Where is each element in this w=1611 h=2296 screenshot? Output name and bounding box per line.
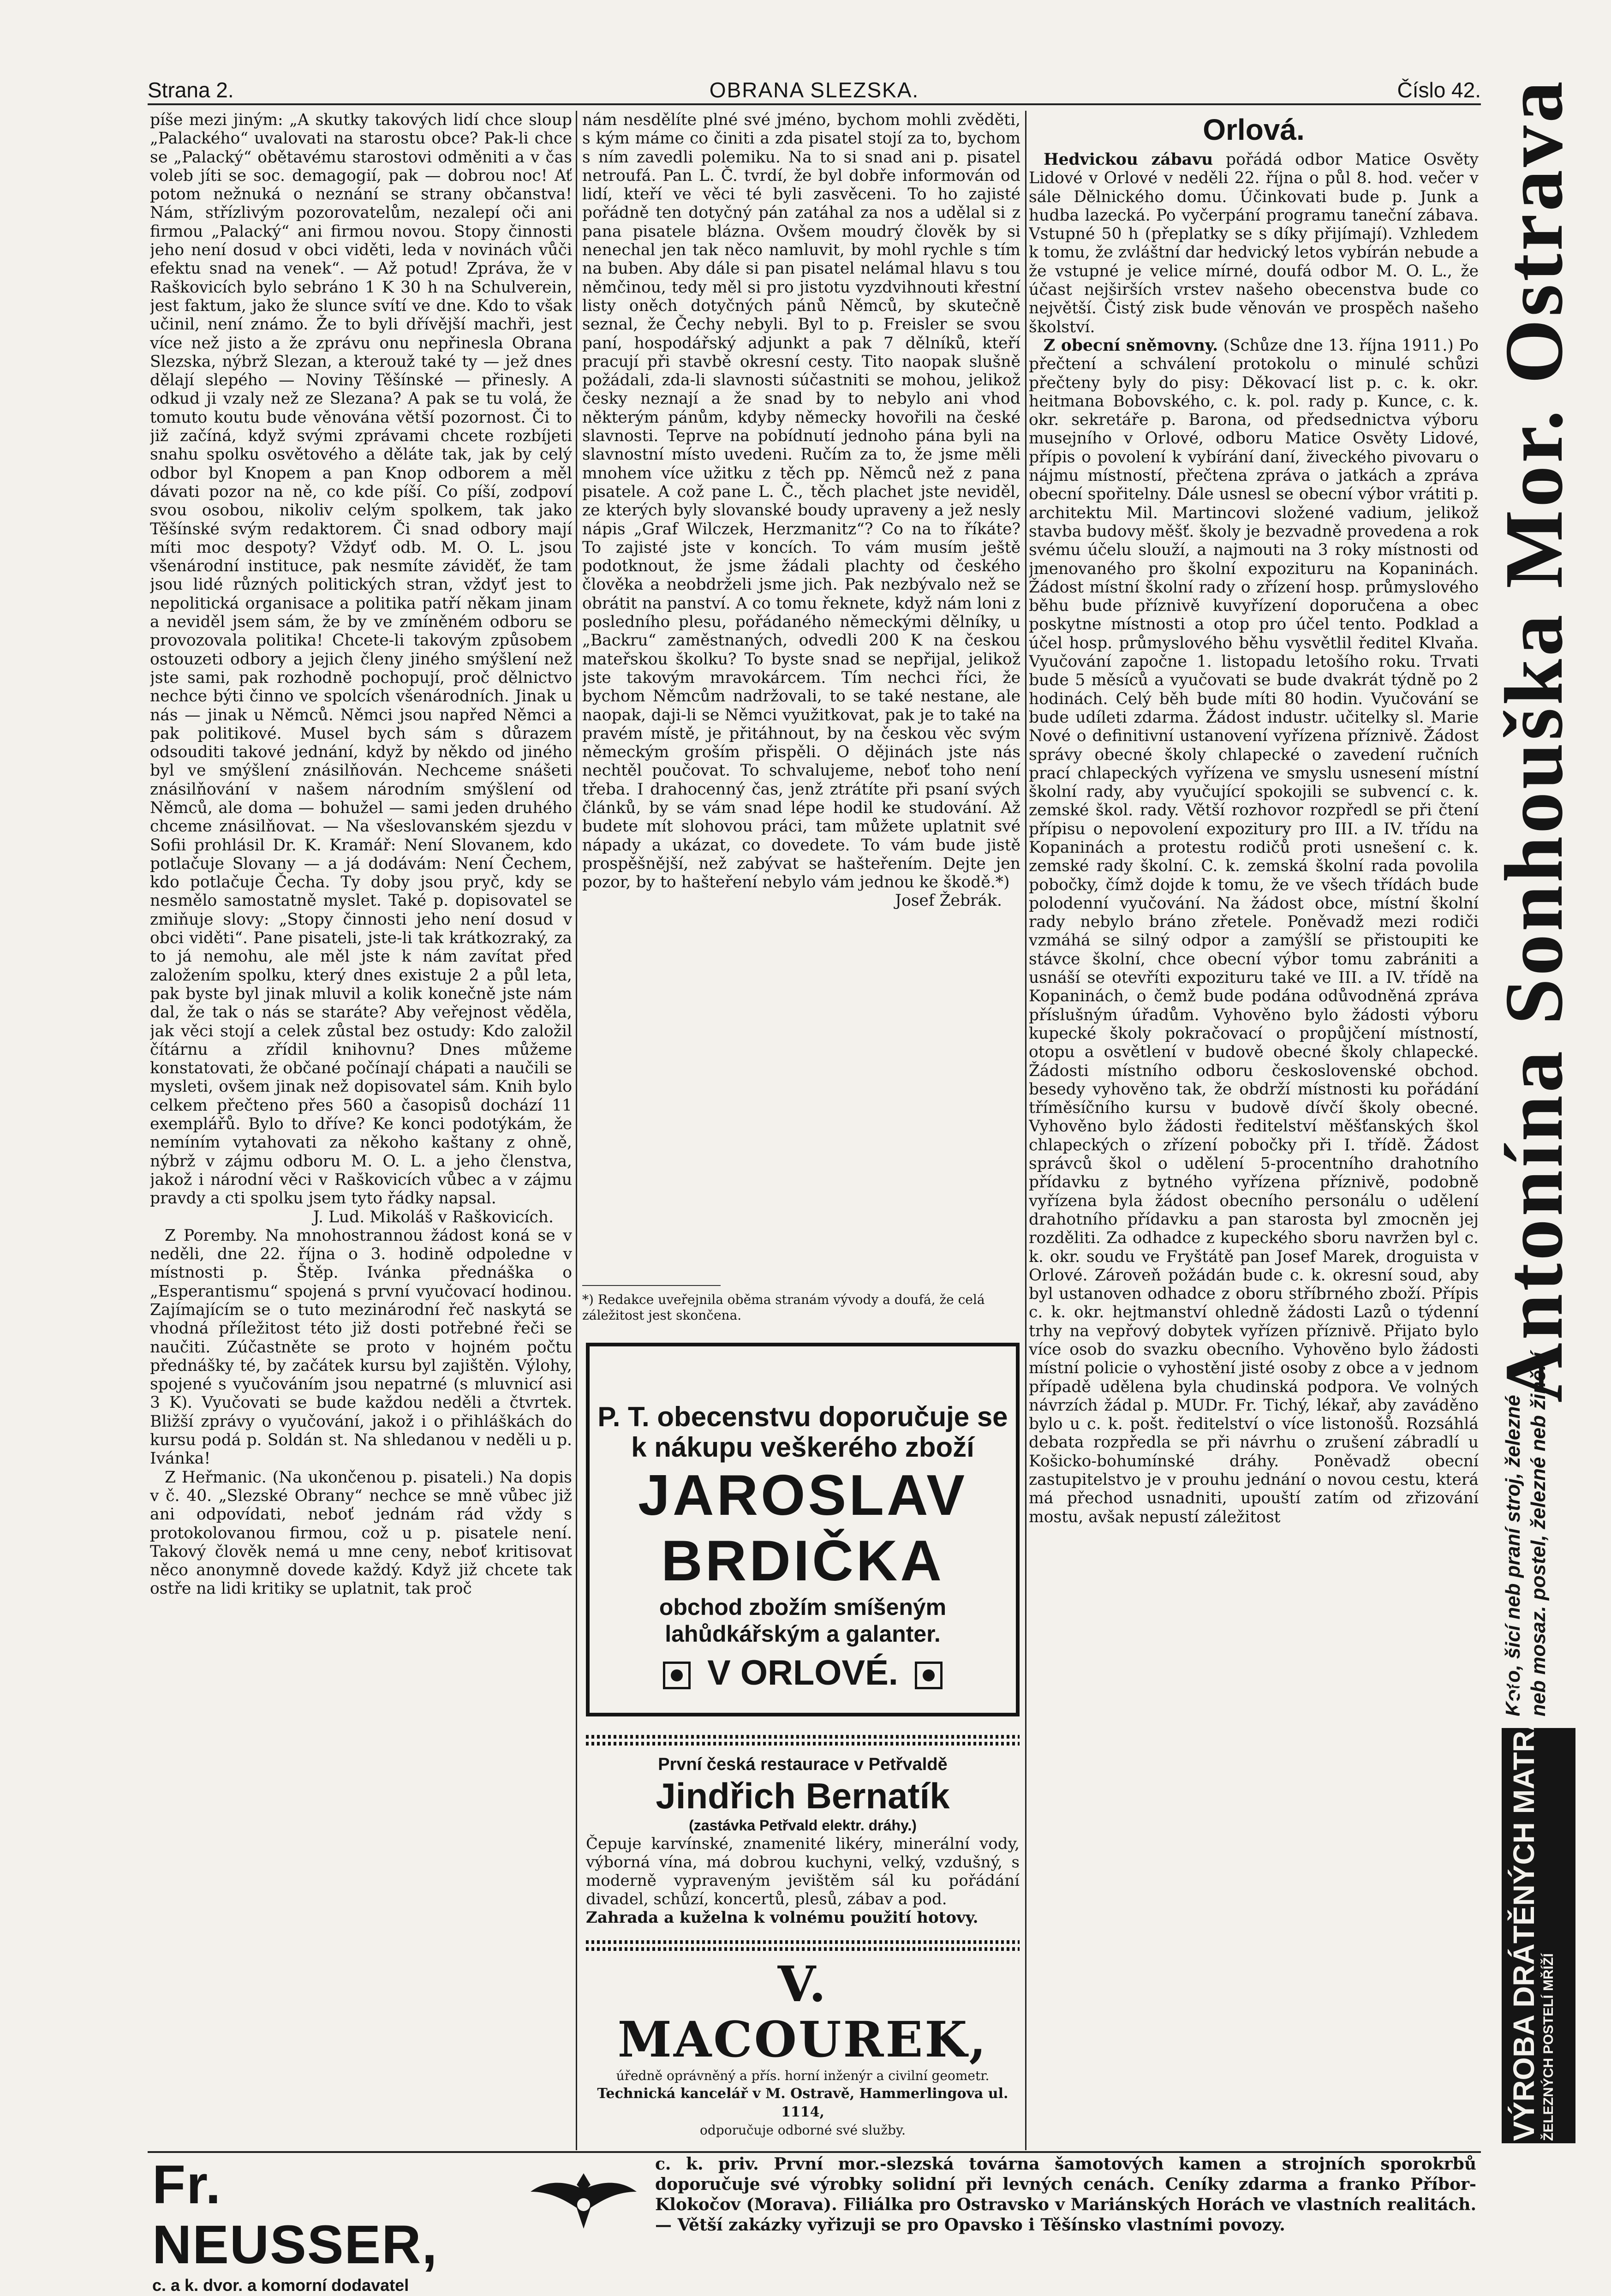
ad-macourek-office: Technická kancelář v M. Ostravě, Hammerlingova ul. 1114, — [597, 2086, 1008, 2120]
ad-bernatik-sub: (zastávka Petřvald elektr. dráhy.) — [689, 1817, 917, 1834]
footnote-rule — [582, 1285, 721, 1286]
side-ad-small-1: Koto, šicí neb praní stroj, železné — [1502, 1395, 1524, 1716]
ad-neusser-text: c. k. priv. První mor.-slezská továrna šamotových kamen a strojních sporokrbů doporučuje své výrobky solidní při levných cenách. Ceníky zdarma a franko Příbor-Klokočov (Morava). Filiálka pro Ostravsko v Mariánských Horách ve vlastních realitách. — Větší zakázky vyřizuji se pro Opavsko i Těšínsko vlastními povozy. — [655, 2154, 1476, 2235]
column-rule-1 — [576, 111, 577, 2150]
eagle-emblem-icon — [526, 2164, 641, 2238]
ad-separator — [586, 1742, 1020, 1746]
article-poremba: Z Poremby. Na mnohostrannou žádost koná se v neděli, dne 22. října o 3. hodině odpoledne v místnosti p. Štěp. Ivánka přednáška o „Esperantismu“ spojená s první vyučovací hodinou. Zajímajícím se o tuto mezinárodní řeč naskytá se vhodná příležitost této již dosti potřebné řeči se naučiti. Zúčastněte se proto v hojném počtu přednášky té, by začátek kursu byl zajištěn. Výlohy, spojené s vyučováním jsou nepatrné (s mluvnicí asi 3 K). Vyučovati se bude každou neděli a čtvrtek. Bližší zprávy o vyučování, jakož i o přihláškách do kursu podá p. Soldán st. Na shledanou v neděli u p. Ivánka! — [150, 1226, 572, 1468]
footer-rule — [148, 2151, 1481, 2153]
ad-neusser-name: Fr. NEUSSER, — [152, 2154, 438, 2275]
issue-number: Číslo 42. — [1397, 78, 1481, 102]
ad-macourek-name: V. MACOUREK, — [617, 1955, 988, 2068]
side-ad-box-main: VÝROBA DRÁTĚNÝCH MATRACÍ — [1507, 1680, 1540, 2141]
ad-separator — [586, 1940, 1020, 1944]
column-1 — [150, 111, 572, 2127]
ad-brdicka-place-row — [590, 1651, 1016, 1695]
side-ad-name: Antonína Sonhouška Mor. Ostrava — [1488, 78, 1580, 1403]
ad-brdicka-place: V ORLOVÉ. — [707, 1653, 898, 1692]
header-rule — [148, 103, 1481, 105]
ad-brdicka-desc: obchod zbožím smíšeným lahůdkářským a galanter. — [659, 1594, 947, 1647]
ad-neusser — [152, 2154, 521, 2295]
newspaper-title: OBRANA SLEZSKA. — [709, 78, 919, 102]
ad-bernatik — [586, 1753, 1020, 1927]
article-snemovna: Z obecní sněmovny. (Schůze dne 13. října 1911.) Po přečtení a schválení protokolu o minulé schůzi přečteny byly do pisy: Děkovací list p. c. k. okr. heitmana Bobovského, c. k. pol. rady p. Kunce, c. k. okr. sekretáře p. Barona, od předsednictva výboru musejního v Orlové, odboru Matice Osvěty Lidové, přípis o povolení k vybírání daní, živeckého pivovaru o nájmu místností, přečtena zpráva o jatkách a zpráva obecní spořitelny. Dále usnesl se obecní výbor vrátiti p. architektu Mil. Martincovi složené vadium, jelikož stavba budovy měšť. školy je bezvadně provedena a rok svému účelu slouží, a najmouti na 3 roky místnosti od jmenovaného pro školní expozituru na Kopaninách. Žádost místní školní rady o zřízení hosp. průmyslového běhu bude příznivě kuvyřízení doporučena a obec poskytne místnosti a otop pro účel tento. Podklad a účel hosp. průmyslového běhu vysvětlil ředitel Klvaňa. Vyučování započne 1. listopadu letošího roku. Trvati bude 5 měsíců a vyučovati se bude dvakrát týdně po 2 hodinách. Celý běh bude míti 80 hodin. Vyučování se bude udíleti zdarma. Žádost industr. učitelky sl. Marie Nové o definitivní ustanovení vyřízena příznivě. Žádost správy obecné školy chlapecké o zavedení ručních prací chlapeckých vyřízena ve smyslu usnesení místní školní rady, aby vyučující spokojili se subvencí c. k. zemské škol. rady. Větší rozhovor rozpředl se při čtení přípisu o nepovolení expozitury pro III. a IV. třídu na Kopaninách a protestu rodičů proti usnešení c. k. zemské rady školní. C. k. zemská školní rada povolila pobočky, čímž dojde k tomu, že ve všech třídách bude polodenní vyučování. Na žádost obce, místní školní rady nebylo bráno zřetele. Poněvadž mezi rodiči vzmáhá se silný odpor a zamýšlí se přistoupiti ke stávce školní, chce obecní výbor tomu zabrániti a usnáší se otevříti expozituru také ve III. a IV. třídě na Kopaninách, o čemž bude podána odůvodněná zpráva příslušným úřadům. Vyhověno bylo žádosti výboru kupecké školy pokračovací o propůjčení místností, otopu a osvětlení v budově obecné školy chlapecké. Žádosti místního odboru československé obchod. besedy vyhověno tak, že obdrží místnosti ku pořádání tříměsíčního kursu v budově dívčí školy obecné. Vyhověno bylo žádosti ředitelství měšťanských škol chlapeckých o zřízení pobočky při I. třídě. Žádost správců škol o udělení 5-procentního drahotního přídavku z bytného vyřízena příznivě, podobně vyřízena byla žádost obecního personálu o udělení drahotního přídavku a pan starosta byl zmocněn jej rozděliti. Za odhadce z kupeckého sboru navržen byl c. k. okr. soudu ve Fryštátě pan Josef Marek, droguista v Orlové. Zároveň požádán bude c. k. okresní soud, aby byl ustanoven odhadce z oboru stříbrného zboží. Přípis c. k. okr. hejtmanství ohledně žádosti Lazů o týdenní trhy na vepřový dobytek vyřízen příznivě. Přijato bylo více osob do svazku obecního. Vyhověno bylo žádosti místní policie o vyhostění jisté osoby z obce a v jednom případě udělena byla chudinská podpora. Ve volných návrzích žádal p. MUDr. Fr. Tichý, lékař, aby zaváděno bylo u c. k. pošt. ředitelství o více listonošů. Rozsáhlá debata rozpředla se při návrhu o zrušení zábradlí u Košicko-bohumínské dráhy. Poněvadž obecní zastupitelstvo je v prouhu jednání o novou cestu, která má přechod usnadniti, upouští zatím od zřizování mostu, avšak nepustí záležitost — [1029, 336, 1479, 1526]
ornament-icon — [663, 1662, 691, 1689]
article-hermanice-cont: nám nesdělíte plné své jméno, bychom mohli zvěděti, s kým máme co činiti a zda pisatel stojí za to, bychom s ním zavedli polemiku. Na to si snad ani p. pisatel netroufá. Pan L. Č. tvrdí, že byl dobře informován od lidí, kteří ve věci té byli zasvěceni. To ho zajisté pořádně ten dotyčný pán zatáhal za nos a udělal si z pana pisatele blázna. Ovšem moudrý člověk by si nenechal jen tak něco namluvit, by mohl rychle s tím na buben. Aby dále si pan pisatel nelámal hlavu s tou němčinou, tedy měl si pro jistotu vyzdvihnouti křestní listy oněch dotyčných pánů Němců, by skutečně seznal, že Čechy nebyli. Byl to p. Freisler se svou paní, hospodářský adjunkt a pak 7 dělníků, kteří pracují při stavbě okresní cesty. Tito naopak slušně požádali, zda-li slavnosti súčastniti se mohou, jelikož česky neznají a že snad by to nebylo ani vhod některým pánům, kdyby německy hovořili na české slavnosti. Teprve na pobídnutí jednoho pána byli na slavnostní místo uvedeni. Ručím za to, že jsme měli mnohem více užitku z těch pp. Němců než z pana pisatele. A což pane L. Č., těch plachet jste neviděl, ze kterých byly slovanské boudy upraveny a jež nesly nápis „Graf Wilczek, Herzmanitz“? Co na to říkáte? To zajisté jste v koncích. To vám musím ještě podotknout, že jsme žádali plachty od českého člověka a neobdrželi jsme jich. Pak nezbývalo než se obrátit na panství. A co tomu řeknete, když nám loni z posledního plesu, pořádaného německými dělníky, u „Backru“ zaměstnaných, odvedli 200 K na českou mateřskou školku? To byste snad se nepřijal, jelikož jste takovým mravokárcem. Tím nechci říci, že bychom Němcům nadržovali, to se také nestane, ale naopak, daji-li se Němci využitkovat, pak je to také na pravém místě, je přitáhnout, by na českou věc svým německým groším přispěli. O dějinách jste nás nechtěl poučovat. To schvalujeme, neboť toho není třeba. I drahocenný čas, jenž ztrátíte při psaní svých článků, by se vám snad lépe hodil ke studování. Až budete mít slohovou práci, tam můžete uplatnit své nápady a ukázat, co dovedete. To vám bude jistě prospěšnější, než zabývat se hašteřením. Dejte jen pozor, by to hašteření nebylo vám jednou ke škodě.*) — [582, 111, 1020, 892]
ad-macourek — [586, 1956, 1020, 2139]
ad-bernatik-head: První česká restaurace v Petřvaldě — [658, 1755, 948, 1774]
footnote: *) Redakce uveřejnila oběma stranám vývody a doufá, že celá záležitost jest skončena. — [582, 1292, 985, 1323]
ad-macourek-services: odporučuje odborné své služby. — [700, 2123, 906, 2138]
side-ad-small-2: neb mosaz. postel, železné neb žinění — [1527, 1352, 1550, 1716]
article-raskovice: píše mezi jiným: „A skutky takových lidí chce sloup „Palackého“ uvalovati na starostu obce? Pak-li chce se „Palacký“ obětavému starostovi odměniti a v čas voleb jíti se soc. demagogií, pak — dobrou noc! Ať potom nežnuká o neznání se strany občanstva! Nám, střízlivým pozorovatelům, nezalepí oči ani firmou „Palacký“ ani firmou novou. Stopy činnosti jeho není dosud v obci viděti, leda v novinách vůči efektu snad na venek“. — Až potud! Zpráva, že v Raškovicích bylo sebráno 1 K 30 h na Schulverein, jest faktum, jako že slunce svítí ve dne. Kdo to však učinil, není známo. Že to byli dřívější machři, jest více než jisto a že zprávu onu nepřinesla Obrana Slezska, nýbrž Slezan, a kterouž také ty — jež dnes dělají slepého — Noviny Těšínské — přinesly. A odkud ji vzaly než ze Slezana? A pak se tu volá, že tomuto koutu bude věnována větší pozornost. Či to již začíná, když svými zprávami chcete rozbíjeti snahu spolku osvětového a děláte tak, jak by celý odbor byl Knopem a pan Knop odborem a měl dávati pozor na ně, co kde píší. Co píší, zodpoví svou osobou, nikoliv celým spolkem, tak jako Těšínské svým redaktorem. Či snad odbory mají míti moc despoty? Vždyť odb. M. O. L. jsou všenárodní instituce, pak nesmíte záviděť, že tam jsou lidé různých politických stran, vždyť jest to nepolitická organisace a politika patří někam jinam a neviděl jsem sám, že by ve zmíněném odboru se provozovala politika! Chcete-li takovým způsobem ostouzeti odbory a jejich členy jiného smýšlení než jste sami, pak rozhodně pochopují, proč dělnictvo nechce býti činno ve spolcích všenárodních. Jinak u nás — jinak u Němců. Němci jsou napřed Němci a pak politikové. Musel bych sám s důrazem odsouditi takové jednání, když by někdo od jiného byl ve smýšlení znásilňován. Nechceme snášeti znásilňování v našem národním smýšlení od Němců, ale doma — bohužel — sami jeden druhého chceme znásilňovat. — Na všeslovanském sjezdu v Sofii prohlásil Dr. K. Kramář: Není Slovanem, kdo potlačuje Slovany — a já dodávám: Není Čechem, kdo potlačuje Čecha. Ty doby jsou pryč, kdy se nesmělo samostatně myslet. Také p. dopisovatel se zmiňuje slovy: „Stopy činnosti jeho není dosud v obci viděti“. Pane pisateli, jste-li tak krátkozraký, za to já nemohu, ale měl jste k nám zavítat před založením spolku, který dnes existuje 2 a půl leta, pak byste byl jinak mluvil a kolik konečně jste nám dal, že tak o nás se staráte? Aby veřejnost věděla, jak věci stojí a celek zůstal bez ostudy: Kdo založil čítárnu a zřídil knihovnu? Dnes můžeme konstatovati, že občané počínají chápati a naučili se mysleti, ovšem jinak než dopisovatel sám. Knih bylo celkem přečteno přes 560 a časopisů dochází 11 exemplářů. Bylo to dříve? Ke konci podotýkám, že nemíním vytahovati za někoho kaštany z ohně, nýbrž v zájmu odboru M. O. L. a jeho členstva, jakož i národní věci v Raškovicích vůbec a v zájmu pravdy a cti spolku jsem tyto řádky napsal. — [150, 111, 572, 1208]
article-hermanice: Z Heřmanic. (Na ukončenou p. pisateli.) Na dopis v č. 40. „Slezské Obrany“ nechce se mně vůbec již ani odpovídati, neboť jednám rád vždy s protokolovanou firmou, což u p. pisatele není. Takový člověk nemá u mne ceny, neboť kritisovat něco anonymně dovede každý. Když již chcete tak ostře na lidi kritiky se uplatnit, tak proč — [150, 1468, 572, 1598]
page-header — [148, 74, 1481, 106]
ornament-icon — [915, 1662, 943, 1689]
column-2 — [582, 111, 1020, 1292]
article-hedvicka: Hedvickou zábavu pořádá odbor Matice Osvěty Lidové v Orlové v neděli 22. října o půl 8. hod. večer v sále Dělnického domu. Účinkovati bude p. Junk a hudba lazecká. Po vyčerpání programu taneční zábava. Vstupné 50 h (přeplatky se s díky přijímají). Vzhledem k tomu, že zvláštní dar hedvický letos vybírán nebude a že vstupné je velice mírné, doufá odbor M. O. L., že účast nejširších vrstev našeho obecenstva bude co největší. Čistý zisk bude věnován ve prospěch našeho školství. — [1029, 150, 1479, 336]
section-title-orlova: Orlová. — [1203, 113, 1305, 146]
article-signature: Josef Žebrák. — [895, 891, 1002, 910]
page-number: Strana 2. — [148, 78, 234, 102]
column-rule-2 — [1025, 111, 1026, 2150]
column-3 — [1029, 111, 1479, 2127]
side-ad-box-sub: ŽELEZNÝCH POSTELÍ MŘÍŽÍ — [1541, 1953, 1556, 2141]
ad-macourek-title: úředně oprávněný a přís. horní inženýr a civilní geometr. — [616, 2068, 990, 2083]
ad-separator — [586, 1735, 1020, 1739]
lead: Z obecní sněmovny. — [1044, 336, 1218, 355]
ad-brdicka-name1: JAROSLAV — [638, 1464, 967, 1527]
lead: Hedvickou zábavu — [1044, 150, 1213, 169]
ad-brdicka-intro: P. T. obecenstvu doporučuje se k nákupu veškerého zboží — [597, 1401, 1008, 1463]
ad-bernatik-name: Jindřich Bernatík — [656, 1776, 950, 1816]
ad-bernatik-last: Zahrada a kuželna k volnému použití hotovy. — [586, 1908, 979, 1927]
article-signature: J. Lud. Mikoláš v Raškovicích. — [313, 1208, 554, 1226]
ad-neusser-sub: c. a k. dvor. a komorní dodavatel — [152, 2276, 409, 2295]
ad-brdicka — [586, 1343, 1020, 1716]
ad-brdicka-name2: BRDIČKA — [661, 1529, 944, 1593]
ad-bernatik-body: Čepuje karvínské, znamenité likéry, minerální vody, výborná vína, má dobrou kuchyni, velký, vzdušný, s moderně vypraveným jevištěm sál ku pořádání divadel, schůzí, koncertů, plesů, zábav a pod. — [586, 1835, 1020, 1908]
ad-separator — [586, 1947, 1020, 1951]
